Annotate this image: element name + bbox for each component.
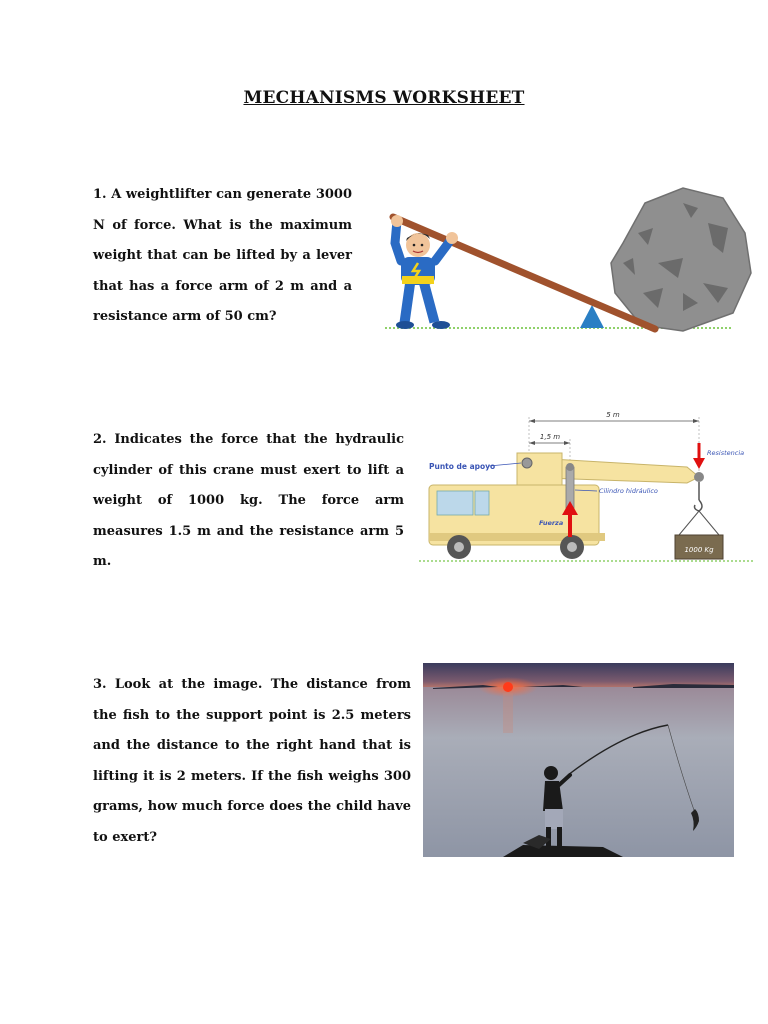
- dim-total-label: 5 m: [606, 411, 620, 419]
- question-2-text: 2. Indicates the force that the hydraulic cylinder of this crane must exert to lift a weight of 1000 kg. The force arm measures 1.5 m and the resistance arm 5 m.: [93, 432, 404, 569]
- crane-diagram: [417, 405, 757, 567]
- question-1-text: 1. A weightlifter can generate 3000 N of force. What is the maximum weight that can be lifted by a lever that has a force arm of 2 m and a resistance arm of 50 cm?: [93, 187, 352, 324]
- resistance-arrow-icon: [693, 458, 705, 469]
- worksheet-title: MECHANISMS WORKSHEET: [243, 88, 525, 108]
- rock-icon: [611, 188, 751, 331]
- force-label: Fuerza: [539, 519, 564, 527]
- sun-icon: [503, 682, 513, 692]
- cylinder-label: Cilindro hidráulico: [599, 487, 658, 495]
- dim-force-arm-label: 1,5 m: [539, 433, 561, 441]
- fulcrum-label: Punto de apoyo: [429, 462, 496, 471]
- fulcrum-pivot-icon: [522, 458, 532, 468]
- resistance-label: Resistencia: [707, 449, 745, 457]
- child-fishing-photo: [423, 663, 734, 857]
- load-label: 1000 Kg: [684, 546, 714, 554]
- question-3-text: 3. Look at the image. The distance from the fish to the support point is 2.5 meters and the distance to the right hand that is lifting it is 2 meters. If the fish weighs 300 grams, how much force does the child have to exert?: [93, 677, 411, 845]
- lever-rock-illustration: [383, 183, 753, 333]
